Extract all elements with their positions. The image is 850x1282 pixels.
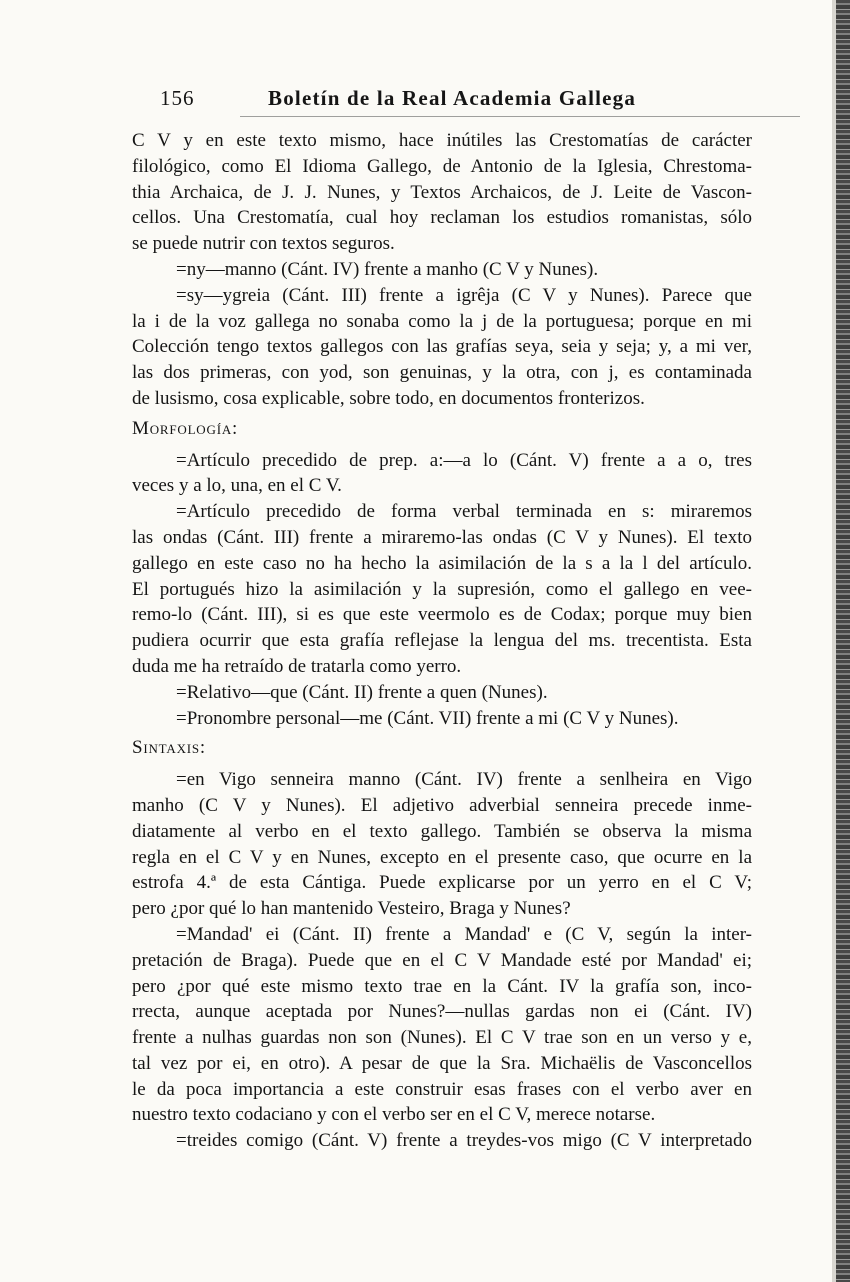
text-line: =en Vigo senneira manno (Cánt. IV) frente a senlheira en Vigo <box>176 769 752 791</box>
text-line: estrofa 4.ª de esta Cántiga. Puede explicarse por un yerro en el C V; <box>132 872 752 894</box>
text-line: thia Archaica, de J. J. Nunes, y Textos Archaicos, de J. Leite de Vascon- <box>132 181 752 203</box>
text-line: =Pronombre personal—me (Cánt. VII) frente a mi (C V y Nunes). <box>176 707 679 729</box>
book-binding-edge <box>836 0 850 1282</box>
text-line: le da poca importancia a este construir esas frases con el verbo aver en <box>132 1078 752 1100</box>
text-line: filológico, como El Idioma Gallego, de Antonio de la Iglesia, Chrestoma- <box>132 155 752 177</box>
text-line: gallego en este caso no ha hecho la asimilación de la s a la l del artículo. <box>132 552 752 574</box>
text-line: nuestro texto codaciano y con el verbo ser en el C V, merece notarse. <box>132 1104 656 1126</box>
text-line: remo-lo (Cánt. III), si es que este veermolo es de Codax; porque muy bien <box>132 604 752 626</box>
section-heading-sintaxis: Sintaxis: <box>132 737 206 759</box>
page-number: 156 <box>160 86 195 110</box>
running-header <box>160 86 660 116</box>
text-line: manho (C V y Nunes). El adjetivo adverbial senneira precede inme- <box>132 794 752 816</box>
text-line: =Artículo precedido de prep. a:—a lo (Cánt. V) frente a a o, tres <box>176 449 752 471</box>
text-line: frente a nulhas guardas non son (Nunes). El C V trae son en un verso y e, <box>132 1027 752 1049</box>
text-line: las dos primeras, con yod, son genuinas, y la otra, con j, es contaminada <box>132 362 752 384</box>
text-line: pero ¿por qué lo han mantenido Vesteiro, Braga y Nunes? <box>132 898 571 920</box>
text-line: diatamente al verbo en el texto gallego. También se observa la misma <box>132 820 752 842</box>
text-line: =ny—manno (Cánt. IV) frente a manho (C V y Nunes). <box>176 258 599 280</box>
text-line: de lusismo, cosa explicable, sobre todo, en documentos fronterizos. <box>132 387 645 409</box>
text-line: =sy—ygreia (Cánt. III) frente a igrêja (C V y Nunes). Parece que <box>176 284 752 306</box>
text-line: El portugués hizo la asimilación y la supresión, como el gallego en vee- <box>132 578 752 600</box>
text-line: regla en el C V y en Nunes, excepto en el presente caso, que ocurre en la <box>132 846 752 868</box>
text-line: Colección tengo textos gallegos con las grafías seya, seia y seja; y, a mi ver, <box>132 336 752 358</box>
header-rule <box>240 116 800 117</box>
text-line: =Mandad' ei (Cánt. II) frente a Mandad' e (C V, según la inter- <box>176 923 752 945</box>
text-line: =Relativo—que (Cánt. II) frente a quen (Nunes). <box>176 681 548 703</box>
section-heading-morfologia: Morfología: <box>132 417 239 439</box>
text-line: se puede nutrir con textos seguros. <box>132 233 395 255</box>
text-line: tal vez por ei, en otro). A pesar de que la Sra. Michaëlis de Vasconcellos <box>132 1052 752 1074</box>
body-text <box>132 128 752 1154</box>
text-line: pero ¿por qué este mismo texto trae en la Cánt. IV la grafía son, inco- <box>132 975 752 997</box>
text-line: rrecta, aunque aceptada por Nunes?—nullas gardas non ei (Cánt. IV) <box>132 1001 752 1023</box>
text-line: la i de la voz gallega no sonaba como la j de la portuguesa; porque en mi <box>132 310 752 332</box>
text-line: C V y en este texto mismo, hace inútiles las Crestomatías de carácter <box>132 130 752 151</box>
text-line: =treides comigo (Cánt. V) frente a treydes-vos migo (C V interpretado <box>176 1130 752 1152</box>
running-head-title: Boletín de la Real Academia Gallega <box>268 86 637 110</box>
text-line: pudiera ocurrir que esta grafía reflejase la lengua del ms. trecentista. Esta <box>132 630 752 652</box>
text-line: =Artículo precedido de forma verbal terminada en s: miraremos <box>176 501 752 523</box>
text-line: veces y a lo, una, en el C V. <box>132 475 342 497</box>
text-line: pretación de Braga). Puede que en el C V Mandade esté por Mandad' ei; <box>132 949 752 971</box>
text-line: las ondas (Cánt. III) frente a miraremo-las ondas (C V y Nunes). El texto <box>132 526 752 548</box>
text-line: cellos. Una Crestomatía, cual hoy reclaman los estudios romanistas, sólo <box>132 207 752 229</box>
text-line: duda me ha retraído de tratarla como yerro. <box>132 655 462 677</box>
